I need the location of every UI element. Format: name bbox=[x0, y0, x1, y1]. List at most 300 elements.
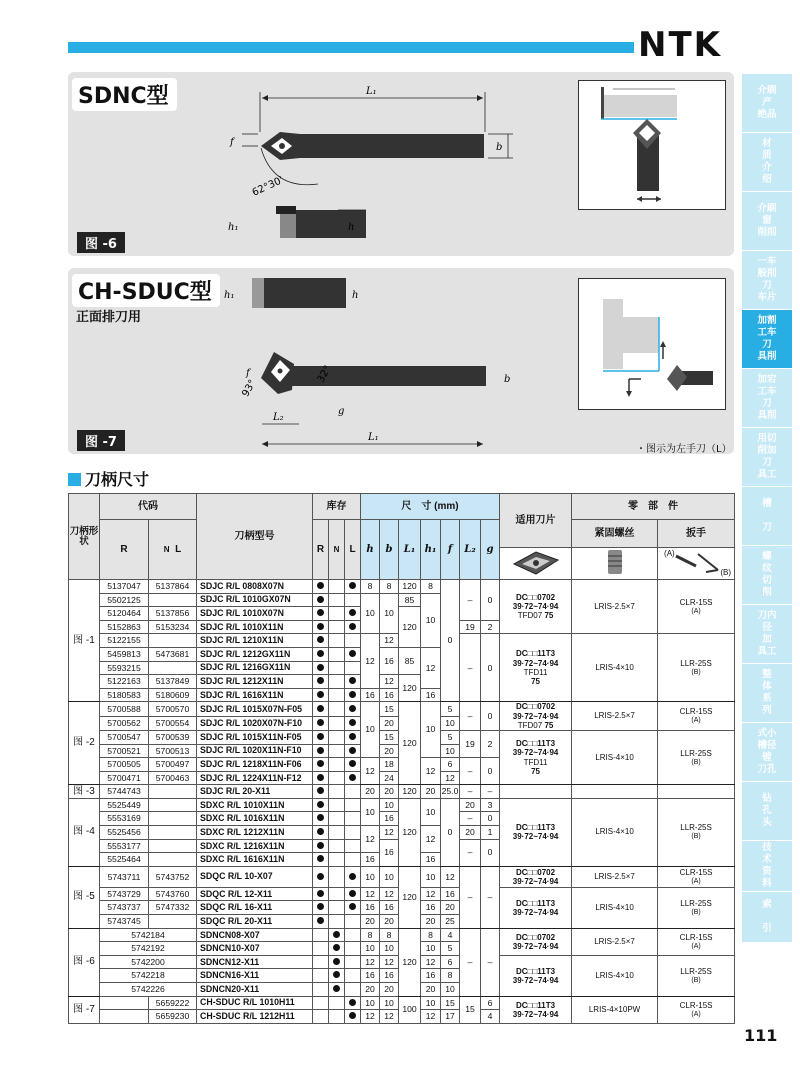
dim-h: 10 bbox=[361, 593, 380, 634]
dim-h1: 10 bbox=[421, 996, 441, 1010]
stock-l bbox=[345, 1010, 361, 1024]
stock-r bbox=[313, 661, 329, 675]
stock-dot bbox=[317, 917, 324, 924]
svg-text:L₁: L₁ bbox=[368, 432, 379, 443]
figure-label: 图 -6 bbox=[77, 232, 125, 253]
stock-dot bbox=[317, 873, 324, 880]
panel-title: CH-SDUC型 bbox=[72, 274, 220, 307]
model-cell: SDNCN10-X07 bbox=[197, 942, 313, 956]
model-cell: SDJC R/L 1010X11N bbox=[197, 620, 313, 634]
dim-b: 12 bbox=[380, 887, 399, 901]
insert-line: 39·72~74·94 bbox=[512, 941, 559, 951]
dim-h: 16 bbox=[361, 901, 380, 915]
wrench-cell bbox=[658, 866, 735, 887]
dim-f: 5 bbox=[441, 702, 460, 716]
stock-l bbox=[345, 620, 361, 634]
dim-h1: 8 bbox=[421, 580, 441, 594]
dim-h1: 8 bbox=[421, 928, 441, 942]
stock-n bbox=[329, 853, 345, 867]
dim-h1: 12 bbox=[421, 647, 441, 688]
stock-l bbox=[345, 688, 361, 702]
stock-dot bbox=[317, 828, 324, 835]
nav-item[interactable]: 钻 孔 头 bbox=[742, 782, 792, 840]
stock-dot bbox=[349, 677, 356, 684]
nav-item[interactable]: 技 术 资 料 bbox=[742, 841, 792, 891]
model-cell: SDXC R/L 1616X11N bbox=[197, 853, 313, 867]
stock-n bbox=[329, 702, 345, 716]
code-l bbox=[149, 593, 197, 607]
nav-item[interactable]: 整 体 系 列 bbox=[742, 664, 792, 722]
dim-b: 20 bbox=[380, 915, 399, 929]
shape-cell: 图 -7 bbox=[69, 996, 100, 1023]
wrench-illustration bbox=[658, 548, 735, 580]
shank-dimensions-table bbox=[68, 493, 735, 1024]
code-l: 5700513 bbox=[149, 744, 197, 758]
dim-h: 10 bbox=[361, 866, 380, 887]
nav-item-active[interactable]: 加割 工车 刀 具削 bbox=[742, 310, 792, 368]
dim-g: – bbox=[481, 785, 500, 799]
nav-item[interactable]: 介刷 窗 削削 bbox=[742, 192, 792, 250]
insert-line: DC□□11T3 bbox=[516, 823, 556, 833]
insert-line: DC□□0702 bbox=[516, 702, 556, 712]
model-cell: SDXC R/L 1010X11N bbox=[197, 798, 313, 812]
stock-r bbox=[313, 812, 329, 826]
stock-r bbox=[313, 744, 329, 758]
code-l bbox=[149, 634, 197, 648]
stock-dot bbox=[349, 999, 356, 1006]
stock-n bbox=[329, 996, 345, 1010]
dim-l2: – bbox=[460, 758, 481, 785]
stock-r bbox=[313, 928, 329, 942]
code-l: 5137856 bbox=[149, 607, 197, 621]
stock-n bbox=[329, 812, 345, 826]
nav-item[interactable]: 螺 纹 切 削 bbox=[742, 546, 792, 604]
dim-b: 20 bbox=[380, 785, 399, 799]
dim-h1: 12 bbox=[421, 758, 441, 785]
stock-dot bbox=[349, 873, 356, 880]
ch-sduc-inset-illustration bbox=[578, 278, 726, 410]
stock-l bbox=[345, 887, 361, 901]
dim-h: 16 bbox=[361, 688, 380, 702]
dim-b: 20 bbox=[380, 983, 399, 997]
dim-f: 10 bbox=[441, 716, 460, 730]
model-cell: SDJC R/L 1010GX07N bbox=[197, 593, 313, 607]
screw-cell: LRIS-4×10 bbox=[572, 730, 658, 784]
wrench-name: CLR-15S bbox=[679, 707, 713, 717]
code-l: 5743760 bbox=[149, 887, 197, 901]
side-navigation bbox=[742, 74, 792, 943]
stock-l bbox=[345, 634, 361, 648]
panel-subtitle: 正面排刀用 bbox=[76, 310, 142, 325]
dim-g: 0 bbox=[481, 758, 500, 785]
wrench-name: CLR-15S bbox=[679, 867, 713, 877]
wrench-type: (B) bbox=[691, 908, 701, 916]
dim-f: 16 bbox=[441, 887, 460, 901]
col-h: h bbox=[361, 520, 380, 580]
stock-dot bbox=[317, 787, 324, 794]
dim-l1: 120 bbox=[399, 928, 421, 996]
stock-dot bbox=[317, 636, 324, 643]
section-title bbox=[68, 467, 149, 490]
stock-r bbox=[313, 853, 329, 867]
code-r: 5459813 bbox=[100, 647, 149, 661]
ntk-logo: NTK bbox=[638, 25, 722, 65]
stock-l bbox=[345, 955, 361, 969]
dim-g: 0 bbox=[481, 580, 500, 621]
stock-dot bbox=[349, 903, 356, 910]
stock-dot bbox=[349, 733, 356, 740]
model-cell: SDJC R/L 1020X07N-F10 bbox=[197, 716, 313, 730]
shape-cell: 图 -2 bbox=[69, 702, 100, 785]
wrench-type: (A) bbox=[691, 1010, 701, 1018]
dim-l2: – bbox=[460, 634, 481, 702]
nav-item[interactable]: 索 引 bbox=[742, 892, 792, 942]
code-r: 5700547 bbox=[100, 730, 149, 744]
section-marker bbox=[68, 473, 81, 486]
stock-dot bbox=[349, 705, 356, 712]
stock-dot bbox=[349, 609, 356, 616]
dim-g: 4 bbox=[481, 1010, 500, 1024]
code-r: 5525464 bbox=[100, 853, 149, 867]
stock-l bbox=[345, 607, 361, 621]
stock-n bbox=[329, 928, 345, 942]
stock-n bbox=[329, 675, 345, 689]
stock-r bbox=[313, 580, 329, 594]
stock-r bbox=[313, 826, 329, 840]
code-l: 5153234 bbox=[149, 620, 197, 634]
wrench-cell bbox=[658, 634, 735, 702]
dim-f: 0 bbox=[441, 580, 460, 702]
dim-f: 5 bbox=[441, 942, 460, 956]
insert-line: DC□□11T3 bbox=[516, 898, 556, 908]
stock-dot bbox=[317, 760, 324, 767]
dim-l2: – bbox=[460, 702, 481, 731]
dim-f: 10 bbox=[441, 983, 460, 997]
stock-n bbox=[329, 826, 345, 840]
dim-h: 20 bbox=[361, 785, 380, 799]
col-model: 刀柄型号 bbox=[197, 494, 313, 580]
dim-h: 10 bbox=[361, 702, 380, 758]
dim-h1: 20 bbox=[421, 785, 441, 799]
dim-g: 6 bbox=[481, 996, 500, 1010]
insert-cell bbox=[500, 955, 572, 996]
code-r: 5180583 bbox=[100, 688, 149, 702]
dim-h1: 10 bbox=[421, 798, 441, 825]
dim-h: 20 bbox=[361, 983, 380, 997]
stock-dot bbox=[317, 842, 324, 849]
stock-l bbox=[345, 942, 361, 956]
svg-text:f: f bbox=[246, 368, 250, 379]
model-cell: SDNCN08-X07 bbox=[197, 928, 313, 942]
nav-item[interactable]: 式小 槽径 镗 刀孔 bbox=[742, 723, 792, 781]
svg-text:h₁: h₁ bbox=[224, 290, 235, 301]
stock-r bbox=[313, 771, 329, 785]
nav-item[interactable]: 用切 削加 刀 具工 bbox=[742, 428, 792, 486]
stock-l bbox=[345, 730, 361, 744]
stock-n bbox=[329, 866, 345, 887]
stock-n bbox=[329, 1010, 345, 1024]
insert-line: DC□□11T3 bbox=[516, 966, 556, 976]
dim-h1: 12 bbox=[421, 887, 441, 901]
stock-r bbox=[313, 983, 329, 997]
dim-h1: 20 bbox=[421, 983, 441, 997]
insert-cell bbox=[500, 634, 572, 702]
dim-b: 10 bbox=[380, 866, 399, 887]
code-l bbox=[149, 853, 197, 867]
dim-b: 16 bbox=[380, 969, 399, 983]
insert-line: DC□□11T3 bbox=[516, 1000, 556, 1010]
wrench-name: LLR-25S bbox=[680, 823, 712, 833]
code-r: 5553177 bbox=[100, 839, 149, 853]
stock-l bbox=[345, 928, 361, 942]
stock-dot bbox=[349, 650, 356, 657]
nav-item[interactable]: 材 质 介 绍 bbox=[742, 133, 792, 191]
dim-g: 1 bbox=[481, 826, 500, 840]
code-r: 5743745 bbox=[100, 915, 149, 929]
insert-line: DC□□11T3 bbox=[516, 739, 556, 749]
code-r: 5744743 bbox=[100, 785, 149, 799]
dim-l2: 20 bbox=[460, 826, 481, 840]
insert-line: 75 bbox=[544, 720, 554, 730]
wrench-type: (A) bbox=[691, 607, 701, 615]
col-stock-n: N bbox=[329, 520, 345, 580]
insert-cell bbox=[500, 730, 572, 784]
dim-b: 10 bbox=[380, 593, 399, 634]
code-l: 5743752 bbox=[149, 866, 197, 887]
screw-cell: LRIS-2.5×7 bbox=[572, 702, 658, 731]
stock-dot bbox=[317, 609, 324, 616]
screw-cell: LRIS-4×10 bbox=[572, 887, 658, 928]
stock-l bbox=[345, 771, 361, 785]
dim-l1: 85 bbox=[399, 593, 421, 607]
dim-h1: 16 bbox=[421, 853, 441, 867]
dim-l1: 100 bbox=[399, 996, 421, 1023]
stock-r bbox=[313, 839, 329, 853]
col-b: b bbox=[380, 520, 399, 580]
stock-n bbox=[329, 634, 345, 648]
stock-dot bbox=[317, 650, 324, 657]
dim-l1: 120 bbox=[399, 785, 421, 799]
dim-l1: 120 bbox=[399, 702, 421, 785]
col-l2: L₂ bbox=[460, 520, 481, 580]
panel-title: SDNC型 bbox=[72, 78, 177, 111]
stock-dot bbox=[349, 1012, 356, 1019]
stock-r bbox=[313, 730, 329, 744]
model-cell: SDJC R/L 1212GX11N bbox=[197, 647, 313, 661]
dim-h: 12 bbox=[361, 826, 380, 853]
dim-h1: 12 bbox=[421, 955, 441, 969]
insert-line: 39·72~74·94 bbox=[512, 1009, 559, 1019]
svg-text:b: b bbox=[504, 374, 511, 385]
insert-cell bbox=[500, 580, 572, 634]
dim-h1: 12 bbox=[421, 826, 441, 853]
svg-text:62°30': 62°30' bbox=[250, 174, 286, 199]
dim-g: 0 bbox=[481, 702, 500, 731]
code-r: 5122163 bbox=[100, 675, 149, 689]
dim-g: 2 bbox=[481, 730, 500, 757]
stock-dot bbox=[317, 596, 324, 603]
dim-h: 16 bbox=[361, 853, 380, 867]
dim-l2: – bbox=[460, 839, 481, 866]
shape-cell: 图 -1 bbox=[69, 580, 100, 702]
screw-cell: LRIS-4×10 bbox=[572, 955, 658, 996]
code-r: 5700471 bbox=[100, 771, 149, 785]
model-cell: SDJC R/L 20-X11 bbox=[197, 785, 313, 799]
wrench-name: CLR-15S bbox=[679, 597, 713, 607]
insert-line: 75 bbox=[544, 611, 554, 621]
stock-dot bbox=[317, 890, 324, 897]
insert-line: 75 bbox=[531, 766, 540, 776]
col-stock: 库存 bbox=[313, 494, 361, 520]
insert-line: 75 bbox=[531, 677, 540, 687]
dim-h: 8 bbox=[361, 928, 380, 942]
stock-r bbox=[313, 607, 329, 621]
model-cell: SDXC R/L 1212X11N bbox=[197, 826, 313, 840]
dim-b: 8 bbox=[380, 928, 399, 942]
shape-cell: 图 -4 bbox=[69, 798, 100, 866]
dim-f: 25 bbox=[441, 915, 460, 929]
dim-h: 12 bbox=[361, 955, 380, 969]
code-n-label: N bbox=[163, 544, 170, 554]
stock-dot bbox=[333, 985, 340, 992]
nav-item[interactable]: 刀内 径 加 具工 bbox=[742, 605, 792, 663]
dim-b: 16 bbox=[380, 647, 399, 674]
code-r: 5525449 bbox=[100, 798, 149, 812]
stock-n bbox=[329, 969, 345, 983]
dim-h1: 16 bbox=[421, 688, 441, 702]
nav-item[interactable]: 介刷 产 绝品 bbox=[742, 74, 792, 132]
col-screw: 紧固螺丝 bbox=[572, 520, 658, 548]
dim-l2: – bbox=[460, 580, 481, 621]
dim-b: 12 bbox=[380, 826, 399, 840]
model-cell: SDJC R/L 1015X11N-F05 bbox=[197, 730, 313, 744]
wrench-cell bbox=[658, 887, 735, 928]
insert-cell bbox=[500, 785, 572, 799]
code-r: 5593215 bbox=[100, 661, 149, 675]
insert-line: 39·72~74·94 bbox=[512, 907, 559, 917]
dim-b: 12 bbox=[380, 634, 399, 648]
svg-text:h: h bbox=[348, 222, 355, 233]
dim-h1: 12 bbox=[421, 1010, 441, 1024]
dim-l2: – bbox=[460, 812, 481, 826]
code-l bbox=[149, 661, 197, 675]
insert-cell bbox=[500, 996, 572, 1023]
code-l bbox=[149, 826, 197, 840]
dim-b: 12 bbox=[380, 955, 399, 969]
code-r: 5700521 bbox=[100, 744, 149, 758]
dim-l1: 85 bbox=[399, 647, 421, 674]
dim-f: 8 bbox=[441, 969, 460, 983]
insert-line: TFD07 bbox=[517, 720, 543, 730]
wrench-name: LLR-25S bbox=[680, 748, 712, 758]
dim-h: 10 bbox=[361, 942, 380, 956]
stock-dot bbox=[317, 719, 324, 726]
screw-cell: LRIS-4×10 bbox=[572, 798, 658, 866]
dim-f: 5 bbox=[441, 730, 460, 744]
model-cell: SDQC R/L 10-X07 bbox=[197, 866, 313, 887]
code-r: 5743711 bbox=[100, 866, 149, 887]
wrench-cell bbox=[658, 580, 735, 634]
nav-item[interactable]: 加宕 工车 刀 具削 bbox=[742, 369, 792, 427]
nav-item[interactable]: 一车 般削 刀 车片 bbox=[742, 251, 792, 309]
stock-r bbox=[313, 716, 329, 730]
stock-n bbox=[329, 647, 345, 661]
model-cell: SDQC R/L 12-X11 bbox=[197, 887, 313, 901]
dim-g: – bbox=[481, 866, 500, 928]
stock-dot bbox=[317, 801, 324, 808]
code-r: 5700505 bbox=[100, 758, 149, 772]
figure-panel-ch-sduc bbox=[68, 268, 734, 454]
stock-l bbox=[345, 901, 361, 915]
screw-cell: LRIS-2.5×7 bbox=[572, 928, 658, 955]
page-number: 111 bbox=[744, 1026, 778, 1045]
svg-text:32°: 32° bbox=[315, 363, 334, 385]
dim-f: 12 bbox=[441, 771, 460, 785]
wrench-name: CLR-15S bbox=[679, 932, 713, 942]
stock-r bbox=[313, 675, 329, 689]
stock-l bbox=[345, 593, 361, 607]
wrench-cell bbox=[658, 798, 735, 866]
dim-h: 12 bbox=[361, 1010, 380, 1024]
model-cell: SDJC R/L 1212X11N bbox=[197, 675, 313, 689]
code-r bbox=[100, 996, 149, 1010]
insert-cell bbox=[500, 798, 572, 866]
sdnc-drawing bbox=[68, 72, 568, 256]
stock-r bbox=[313, 969, 329, 983]
insert-line: 39·72~74·94 bbox=[512, 748, 559, 758]
stock-r bbox=[313, 593, 329, 607]
stock-n bbox=[329, 580, 345, 594]
dim-h1: 20 bbox=[421, 915, 441, 929]
stock-l bbox=[345, 983, 361, 997]
wrench-cell bbox=[658, 730, 735, 784]
stock-dot bbox=[349, 691, 356, 698]
stock-l bbox=[345, 915, 361, 929]
insert-line: 39·72~74·94 bbox=[512, 876, 559, 886]
insert-line: 39·72~74·94 bbox=[512, 832, 559, 842]
insert-cell bbox=[500, 928, 572, 955]
left-hand-note: ・图示为左手刀（L） bbox=[636, 444, 732, 455]
dim-g: 0 bbox=[481, 839, 500, 866]
wrench-cell bbox=[658, 955, 735, 996]
stock-l bbox=[345, 675, 361, 689]
stock-r bbox=[313, 955, 329, 969]
code-n: 5742192 bbox=[100, 942, 197, 956]
dim-b: 10 bbox=[380, 942, 399, 956]
code-r-label: R bbox=[120, 543, 128, 555]
svg-text:h₁: h₁ bbox=[228, 222, 239, 233]
dim-h: 10 bbox=[361, 798, 380, 825]
stock-r bbox=[313, 785, 329, 799]
insert-line: DC□□0702 bbox=[516, 867, 556, 877]
dim-b: 16 bbox=[380, 812, 399, 826]
nav-item[interactable]: 槽 刀 bbox=[742, 487, 792, 545]
stock-n bbox=[329, 798, 345, 812]
stock-r bbox=[313, 634, 329, 648]
insert-line: 39·72~74·94 bbox=[512, 658, 559, 668]
insert-line: 39·72~74·94 bbox=[512, 602, 559, 612]
model-cell: SDNCN12-X11 bbox=[197, 955, 313, 969]
stock-l bbox=[345, 647, 361, 661]
wrench-cell bbox=[658, 702, 735, 731]
col-code: 代码 bbox=[100, 494, 197, 520]
stock-dot bbox=[317, 677, 324, 684]
code-l: 5180609 bbox=[149, 688, 197, 702]
col-insert: 适用刀片 bbox=[500, 494, 572, 548]
code-l bbox=[149, 915, 197, 929]
svg-text:93°: 93° bbox=[240, 378, 259, 399]
dim-h: 20 bbox=[361, 915, 380, 929]
